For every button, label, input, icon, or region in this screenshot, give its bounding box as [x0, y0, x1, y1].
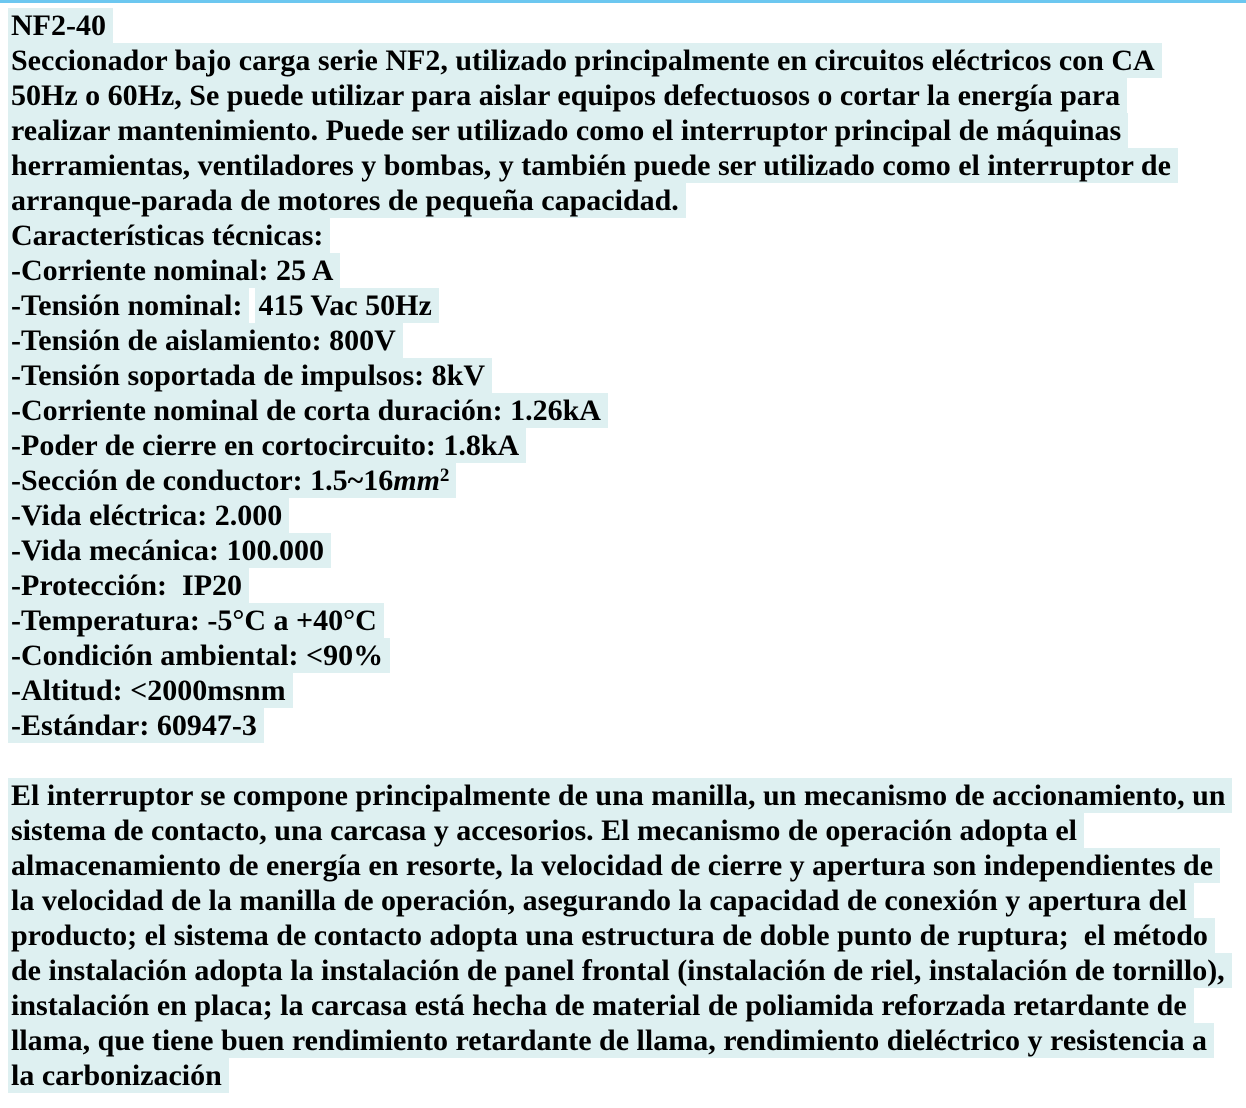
highlighted-text: -Tensión nominal: [8, 288, 249, 323]
text-line [8, 288, 1246, 323]
text-line [8, 883, 1246, 918]
highlighted-text: almacenamiento de energía en resorte, la velocidad de cierre y apertura son independientes de [8, 848, 1220, 883]
text-line [8, 708, 1246, 743]
highlighted-text: arranque-parada de motores de pequeña capacidad. [8, 183, 686, 218]
italic-unit: mm [393, 464, 440, 497]
highlighted-text: -Altitud: <2000msnm [8, 673, 293, 708]
highlighted-text: -Temperatura: -5°C a +40°C [8, 603, 384, 638]
highlighted-text: -Tensión de aislamiento: 800V [8, 323, 403, 358]
text-line [8, 673, 1246, 708]
text-line [8, 603, 1246, 638]
text-line [8, 1058, 1246, 1093]
text-line [8, 428, 1246, 463]
text-line [8, 813, 1246, 848]
text-line [8, 253, 1246, 288]
highlighted-text: -Protección: IP20 [8, 568, 249, 603]
highlighted-text: realizar mantenimiento. Puede ser utilizado como el interruptor principal de máquinas [8, 113, 1128, 148]
highlighted-text: -Vida mecánica: 100.000 [8, 533, 331, 568]
text-line [8, 148, 1246, 183]
highlighted-text: la velocidad de la manilla de operación, asegurando la capacidad de conexión y apertura del [8, 883, 1194, 918]
highlighted-text: -Sección de conductor: $1.5\sim 16mm^2$ [8, 463, 456, 498]
highlighted-text: la carbonización [8, 1058, 229, 1093]
text-line [8, 183, 1246, 218]
highlighted-text: Características técnicas: [8, 218, 330, 253]
highlighted-text: -Vida eléctrica: 2.000 [8, 498, 289, 533]
text-line [8, 638, 1246, 673]
highlighted-text: 415 Vac 50Hz [255, 288, 438, 323]
text-line [8, 43, 1246, 78]
text-line [8, 848, 1246, 883]
blank-line [8, 743, 1246, 778]
text-line [8, 1023, 1246, 1058]
highlighted-text: instalación en placa; la carcasa está hecha de material de poliamida reforzada retardante de [8, 988, 1194, 1023]
highlighted-text: NF2-40 [8, 8, 113, 43]
text-line [8, 113, 1246, 148]
highlighted-text: El interruptor se compone principalmente de una manilla, un mecanismo de accionamiento, un [8, 778, 1232, 813]
highlighted-text: herramientas, ventiladores y bombas, y también puede ser utilizado como el interruptor de [8, 148, 1178, 183]
text-line [8, 988, 1246, 1023]
superscript: 2 [439, 465, 450, 486]
text-line [8, 463, 1246, 498]
highlighted-text: -Tensión soportada de impulsos: 8kV [8, 358, 492, 393]
text-line [8, 393, 1246, 428]
text-line [8, 568, 1246, 603]
highlighted-text: -Condición ambiental: <90% [8, 638, 390, 673]
highlighted-text: -Estándar: 60947-3 [8, 708, 264, 743]
highlighted-text: producto; el sistema de contacto adopta una estructura de doble punto de ruptura; el método [8, 918, 1215, 953]
text-line [8, 498, 1246, 533]
highlighted-text: 50Hz o 60Hz, Se puede utilizar para aislar equipos defectuosos o cortar la energía para [8, 78, 1127, 113]
text-line [8, 953, 1246, 988]
highlighted-text: Seccionador bajo carga serie NF2, utilizado principalmente en circuitos eléctricos con CA [8, 43, 1162, 78]
text-line [8, 8, 1246, 43]
highlighted-text: de instalación adopta la instalación de panel frontal (instalación de riel, instalación de tornillo), [8, 953, 1232, 988]
text-line [8, 918, 1246, 953]
highlighted-text: -Poder de cierre en cortocircuito: 1.8kA [8, 428, 526, 463]
highlighted-text: llama, que tiene buen rendimiento retardante de llama, rendimiento dieléctrico y resistencia a [8, 1023, 1214, 1058]
highlighted-text: -Corriente nominal: 25 A [8, 253, 340, 288]
text-line [8, 78, 1246, 113]
text-line [8, 323, 1246, 358]
text-line [8, 358, 1246, 393]
highlighted-text: -Corriente nominal de corta duración: 1.26kA [8, 393, 608, 428]
text-line [8, 533, 1246, 568]
text-line [8, 778, 1246, 813]
document-body [0, 3, 1246, 1093]
text-line [8, 218, 1246, 253]
highlighted-text: sistema de contacto, una carcasa y accesorios. El mecanismo de operación adopta el [8, 813, 1084, 848]
